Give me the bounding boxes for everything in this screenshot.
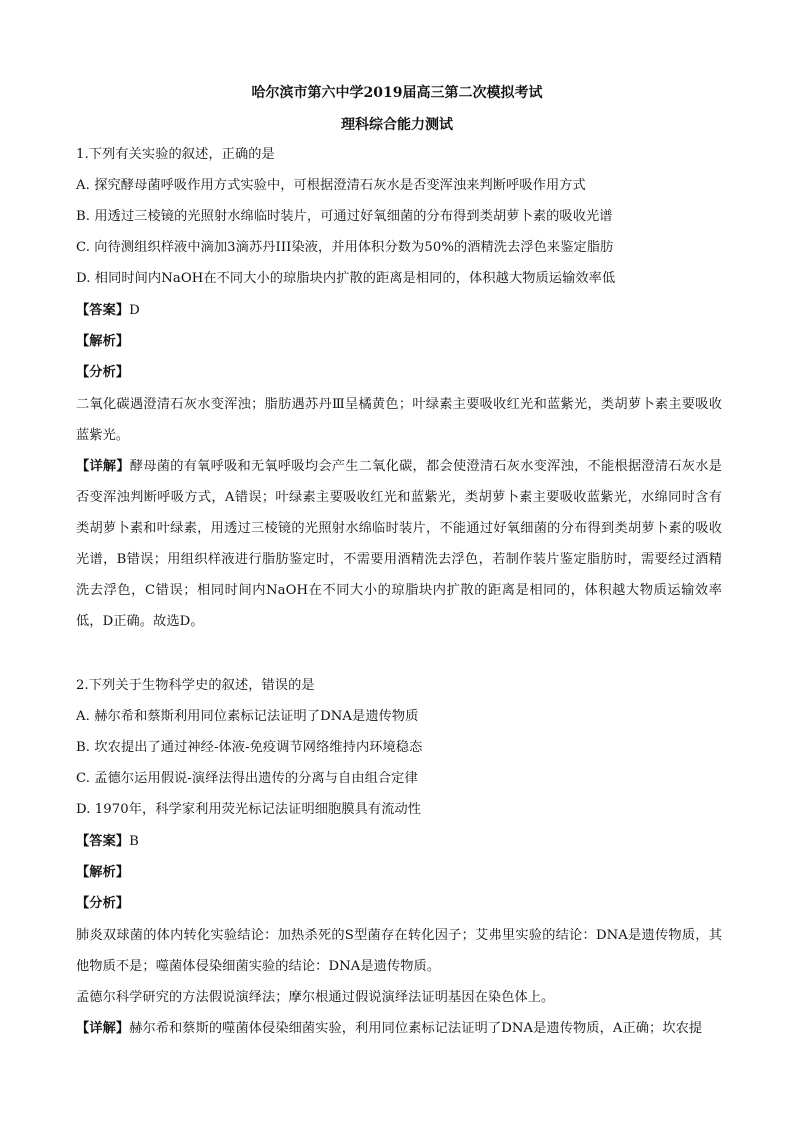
question-2-fenxi-text: 肺炎双球菌的体内转化实验结论：加热杀死的S型菌存在转化因子；艾弗里实验的结论：DNA是遗传物质，其他物质不是；噬菌体侵染细菌实验的结论：DNA是遗传物质。 (76, 928, 722, 974)
fenxi-tag: 【分析】 (76, 896, 130, 911)
question-1-option-a: A. 探究酵母菌呼吸作用方式实验中，可根据澄清石灰水是否变浑浊来判断呼吸作用方式 (76, 178, 586, 193)
fenxi-tag: 【分析】 (76, 365, 130, 380)
detail-text: 赫尔希和蔡斯的噬菌体侵染细菌实验，利用同位素标记法证明了DNA是遗传物质，A正确；坎农提 (129, 1021, 703, 1036)
answer-value: B (129, 834, 139, 849)
analysis-tag: 【解析】 (76, 865, 130, 880)
answer-tag: 【答案】 (76, 834, 130, 849)
question-2-fenxi-tag (76, 895, 129, 913)
detail-text: 酵母菌的有氧呼吸和无氧呼吸均会产生二氧化碳，都会使澄清石灰水变浑浊，不能根据澄清石灰水是否变浑浊判断呼吸方式，A错误；叶绿素主要吸收红光和蓝紫光，类胡萝卜素主要吸收蓝紫光，水绵同时含有类胡萝卜素和叶绿素，用透过三棱镜的光照射水绵临时装片，不能通过好氧细菌的分布得到类胡萝卜素的吸收光谱，B错误；用组织样液进行脂肪鉴定时，不需要用酒精洗去浮色，若制作装片鉴定脂肪时，需要经过酒精洗去浮色，C错误；相同时间内NaOH在不同大小的琼脂块内扩散的距离是相同的，体积越大物质运输效率低，D正确。故选D。 (76, 459, 722, 629)
question-1-option-d: D. 相同时间内NaOH在不同大小的琼脂块内扩散的距离是相同的，体积越大物质运输效率低 (76, 271, 616, 286)
analysis-tag: 【解析】 (76, 334, 130, 349)
question-1-analysis-tag (76, 333, 129, 351)
question-1-fenxi-text: 二氧化碳遇澄清石灰水变浑浊；脂肪遇苏丹Ⅲ呈橘黄色；叶绿素主要吸收红光和蓝紫光，类胡萝卜素主要吸收蓝紫光。 (76, 397, 722, 443)
question-2-detail (76, 1013, 722, 1044)
document-title: 哈尔滨市第六中学2019届高三第二次模拟考试 (251, 85, 543, 101)
answer-value: D (129, 303, 140, 318)
question-1-option-b: B. 用透过三棱镜的光照射水绵临时装片，可通过好氧细菌的分布得到类胡萝卜素的吸收光谱 (76, 209, 613, 224)
detail-tag: 【详解】 (76, 1021, 130, 1036)
question-2-option-c: C. 孟德尔运用假说-演绎法得出遗传的分离与自由组合定律 (76, 771, 418, 786)
question-1-option-c: C. 向待测组织样液中滴加3滴苏丹III染液，并用体积分数为50%的酒精洗去浮色来鉴定脂肪 (76, 240, 614, 255)
question-2-answer (76, 833, 139, 851)
question-2-option-a: A. 赫尔希和蔡斯利用同位素标记法证明了DNA是遗传物质 (76, 709, 419, 724)
question-1-fenxi-tag (76, 364, 129, 382)
question-1-stem: 1.下列有关实验的叙述，正确的是 (76, 147, 275, 162)
answer-tag: 【答案】 (76, 303, 130, 318)
question-1-detail (76, 451, 722, 637)
question-2-analysis-tag (76, 864, 129, 882)
question-2-option-b: B. 坎农提出了通过神经-体液-免疫调节网络维持内环境稳态 (76, 740, 423, 755)
detail-tag: 【详解】 (76, 459, 130, 474)
document-subtitle: 理科综合能力测试 (341, 117, 453, 133)
question-1-answer (76, 302, 140, 320)
question-2-stem: 2.下列关于生物科学史的叙述，错误的是 (76, 678, 315, 693)
question-2-option-d: D. 1970年，科学家利用荧光标记法证明细胞膜具有流动性 (76, 802, 422, 817)
question-2-fenxi-text-2: 孟德尔科学研究的方法假说演绎法；摩尔根通过假说演绎法证明基因在染色体上。 (76, 990, 555, 1005)
